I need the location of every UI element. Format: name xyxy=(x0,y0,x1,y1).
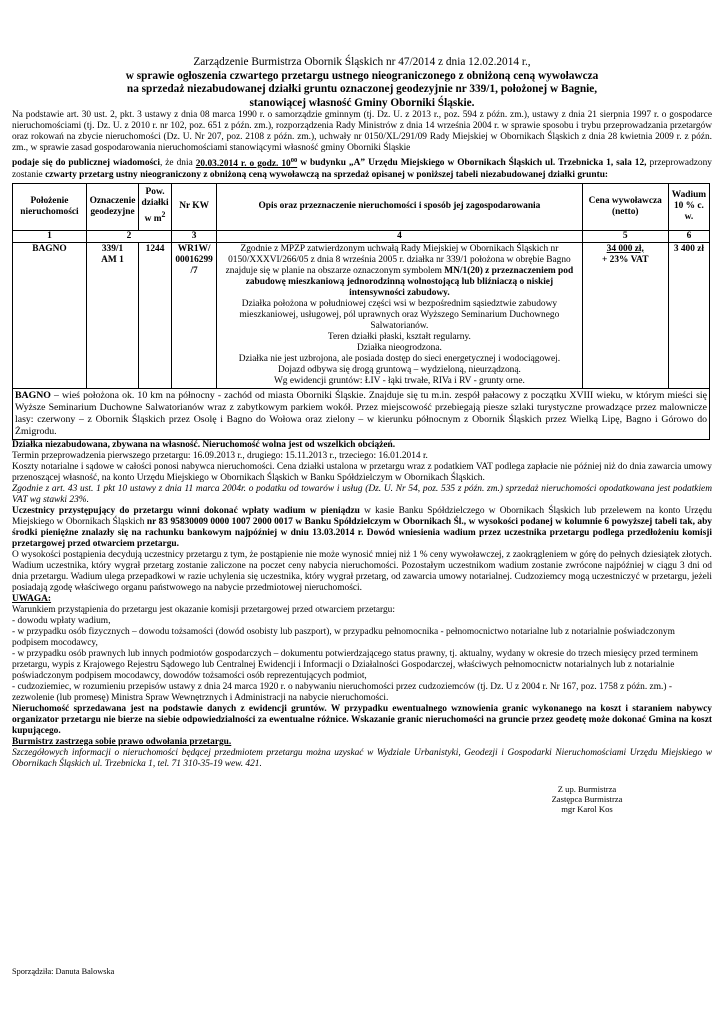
auction-time-minutes: 00 xyxy=(290,156,298,164)
cell-kw: WR1W/ 00016299 /7 xyxy=(172,242,217,388)
deposit-return-paragraph: Wadium uczestnika, który wygrał przetarg zostanie zaliczone na poczet ceny nabycia nieruchomości. Pozostałym uczestnikom wadium zostanie zwrócone najpóźniej w ciągu 3 dni od dnia przetargu. Wadium ulega przepadkowi w razie uchylenia się uczestnika, który wygrał przetarg, od zawarcia umowy notarialnej. Cudzoziemcy mogą uczestniczyć w przetargu, jeżeli posiadają zgodę właściwego organu państwowego na nabycie przedmiotowej nieruchomości. xyxy=(12,560,712,593)
village-name: BAGNO xyxy=(15,389,51,401)
contact-paragraph: Szczegółowych informacji o nieruchomości będącej przedmiotem przetargu można uzyskać w Wydziale Urbanistyki, Geodezji i Gospodarki Nieruchomościami Urzędu Miejskiego w Obornikach Śląskich ul. Trzebnicka 1, tel. 71 310-35-19 wew. 421. xyxy=(12,747,712,769)
description-location: Działka położona w południowej części wsi w bezpośrednim sąsiedztwie zabudowy mieszkaniowej, usługowej, pól uprawnych oraz Wyższego Seminarium Duchownego Salwatorianów. xyxy=(239,298,560,331)
vat-note: + 23% VAT xyxy=(602,254,649,265)
announce-mid: przeprowadzony zostanie xyxy=(12,158,712,180)
cell-description xyxy=(217,242,582,388)
table-row xyxy=(13,242,710,388)
area-header-text: Pow. działki w m xyxy=(141,187,169,225)
title-line-4: stanowiącej własność Gminy Oborniki Śląskie. xyxy=(249,96,475,109)
col-header-deposit: Wadium 10 % c. w. xyxy=(668,183,709,230)
document-page xyxy=(12,0,712,976)
notice-heading: UWAGA: xyxy=(12,593,52,604)
list-item: - w przypadku osób fizycznych – dowodu tożsamości (dowód osobisty lub paszport), w przypadku pełnomocnika - pełnomocnictwo notarialne lub z notarialnie poświadczonym podpisem mocodawcy, xyxy=(12,626,675,648)
title-line-2: w sprawie ogłoszenia czwartego przetargu ustnego nieograniczonego z obniżoną ceną wywoławcza xyxy=(125,69,599,82)
auction-location: w budynku „A” Urzędu Miejskiego w Obornikach Śląskich ul. Trzebnicka 1, sala 12, xyxy=(297,158,647,169)
table-header-row xyxy=(13,183,710,230)
description-plan xyxy=(219,244,579,299)
col-header-price: Cena wywoławcza (netto) xyxy=(582,183,668,230)
col-num-6: 6 xyxy=(668,230,709,242)
auction-date-text: 20.03.2014 r. o godz. 10 xyxy=(195,158,291,169)
deposit-requirement: Uczestnicy przystępujący do przetargu winni dokonać wpłaty wadium w pieniądzu xyxy=(12,505,360,516)
col-header-location: Położenie nieruchomości xyxy=(13,183,87,230)
prepared-by: Sporządziła: Danuta Balowska xyxy=(12,967,115,976)
vat-paragraph: Zgodnie z art. 43 ust. 1 pkt 10 ustawy z dnia 11 marca 2004r. o podatku od towarów i usług (Dz. U. Nr 54, poz. 535 z późn. zm.) sprzedaż nieruchomości opodatkowana jest podatkiem VAT wg stawki 23%. xyxy=(12,483,712,505)
village-text: – wieś położona ok. 10 km na północny - zachód od miasta Oborniki Śląskie. Znajduje się tu m.in. zespół pałacowy z początku XVIII wieku, w którym mieści się Wyższe Seminarium Duchowne Salwatorianów wraz z zabytkowym parkiem wokół. Przez miejscowość przebiegają piesze szlaki turystyczne prowadzące przez malownicze lasy: czerwony – z Obornik Śląskich przez Osolę i Bagno do Wołowa oraz zielony – w kierunku północnym z Obornik Śląskich przez Wielką Lipę, Bagno i Górowo do Żmigrodu. xyxy=(15,389,707,437)
plot-number: 339/1 xyxy=(101,243,124,254)
bid-increment-paragraph: O wysokości postąpienia decydują uczestnicy przetargu z tym, że postąpienie nie może wynosić mniej niż 1 % ceny wywoławczej, z zaokrągleniem w górę do pełnych dziesiątek złotych. xyxy=(12,549,712,560)
requirements-list xyxy=(12,616,712,704)
description-land-register: Wg ewidencji gruntów: ŁIV - łąki trwałe, RIVa i RV - grunty orne. xyxy=(273,375,525,386)
description-zoning: MN/1(20) z przeznaczeniem pod zabudowę mieszkaniową jednorodzinną wolnostojącą lub bliźniaczą o niskiej intensywności zabudowy. xyxy=(245,265,574,298)
cell-geodetic xyxy=(86,242,138,388)
col-header-description: Opis oraz przeznaczenie nieruchomości i sposób jej zagospodarowania xyxy=(217,183,582,230)
announce-public: podaje się do publicznej wiadomości xyxy=(12,158,160,169)
col-num-5: 5 xyxy=(582,230,668,242)
cell-location: BAGNO xyxy=(13,242,87,388)
signature-block xyxy=(512,784,662,814)
col-num-2: 2 xyxy=(86,230,171,242)
map-sheet: AM 1 xyxy=(101,254,124,265)
cancellation-right: Burmistrz zastrzega sobie prawo odwołania przetargu. xyxy=(12,736,232,747)
col-num-3: 3 xyxy=(172,230,217,242)
col-num-1: 1 xyxy=(13,230,87,242)
description-access: Dojazd odbywa się drogą gruntową – wydzieloną, nieurządzoną. xyxy=(277,364,521,375)
property-table xyxy=(12,183,710,440)
deposit-paragraph xyxy=(12,506,712,550)
announce-date-prefix: , że dnia xyxy=(159,158,196,169)
cell-deposit: 3 400 zł xyxy=(668,242,709,388)
description-terrain: Teren działki płaski, kształt regularny. xyxy=(327,331,471,342)
encumbrance-paragraph: Działka niezabudowana, zbywana na własność. Nieruchomość wolna jest od wszelkich obciążeń. xyxy=(12,439,396,450)
title-line-3: na sprzedaż niezabudowanej działki gruntu oznaczonej geodezyjnie nr 339/1, położonej w Bagnie, xyxy=(126,83,598,96)
table-row-village-info xyxy=(13,388,710,439)
costs-paragraph: Koszty notarialne i sądowe w całości ponosi nabywca nieruchomości. Cena działki ustalona w przetargu wraz z podatkiem VAT podlega zapłacie nie później niż do dnia zawarcia umowy przenoszącej własność, na konto Urzędu Miejskiego w Obornikach Śląskich w Banku Spółdzielczym w Obornikach Śląskich. xyxy=(12,461,712,483)
boundaries-paragraph: Nieruchomość sprzedawana jest na podstawie danych z ewidencji gruntów. W przypadku ewentualnego wznowienia granic wykonanego na koszt i staraniem nabywcy organizator przetargu nie bierze na siebie odpowiedzialności za ewentualne różnice. Wskazanie granic nieruchomości na gruncie przez geodetę może dokonać Gmina na koszt kupującego. xyxy=(12,703,712,736)
list-item: - cudzoziemiec, w rozumieniu przepisów ustawy z dnia 24 marca 1920 r. o nabywaniu nieruchomości przez cudzoziemców (tj. Dz. U z 2004 r. Nr 167, poz. 1758 z późn. zm.) - zezwolenie (lub promesę) Ministra Spraw Wewnętrznych i Administracji na nabycie nieruchomości. xyxy=(12,681,672,703)
col-num-4: 4 xyxy=(217,230,582,242)
description-utilities: Działka nie jest uzbrojona, ale posiada dostęp do sieci energetycznej i wodociągowej. xyxy=(238,353,561,364)
deposit-method: w kasie Banku Spółdzielczego w Obornikach Śląskich lub przelewem na konto Urzędu Miejskiego w Obornikach Śląskich xyxy=(12,505,712,527)
auction-date xyxy=(195,156,298,169)
bank-account-info: nr 83 95830009 0000 1007 2000 0017 w Banku Spółdzielczym w Obornikach Śl., w wysokości podanej w kolumnie 6 powyższej tabeli tak, aby środki pieniężne znalazły się na rachunku bankowym najpóźniej w dniu 13.03.2014 r. xyxy=(12,516,712,538)
announcement-paragraph xyxy=(12,154,712,180)
table-number-row xyxy=(13,230,710,242)
deposit-proof: Dowód wniesienia wadium przez uczestnika przetargu podlega przedłożeniu komisji przetargowej przed otwarciem przetargu. xyxy=(12,527,712,549)
legal-basis-paragraph: Na podstawie art. 30 ust. 2, pkt. 3 ustawy z dnia 08 marca 1990 r. o samorządzie gminnym (tj. Dz. U. z 2013 r., poz. 594 z późn. zm.), ustawy z dnia 21 sierpnia 1997 r. o gospodarce nieruchomościami (tj. Dz. U. z 2010 r. nr 102, poz. 651 z późn. zm.), rozporządzenia Rady Ministrów z dnia 14 września 2004 r. w sprawie sposobu i trybu przeprowadzania przetargów oraz rokowań na zbycie nieruchomości (Dz. U. Nr 207, poz. 2108 z późn. zm.), uchwały nr 0150/XL/291/09 Rady Miejskiej w Obornikach Śląskich z dnia 28 kwietnia 2009 r. z późn. zm., w sprawie zasad gospodarowania nieruchomościami stanowiącymi własność gminy Oborniki Śląskie xyxy=(12,110,712,154)
signature-name: mgr Karol Kos xyxy=(561,803,613,814)
description-plan-text: Zgodnie z MPZP zatwierdzonym uchwałą Rady Miejskiej w Obornikach Śląskich nr 0150/XXXVI/266/05 z dnia 8 września 2005 r. działka nr 339/1 położona w obrębie Bagno znajduje się w planie na obszarze oznaczonym symbolem xyxy=(225,243,571,276)
description-fence: Działka nieogrodzona. xyxy=(356,342,442,353)
title-line-1: Zarządzenie Burmistrza Obornik Śląskich nr 47/2014 z dnia 12.02.2014 r., xyxy=(193,56,531,68)
col-header-area xyxy=(139,183,172,230)
col-header-kw: Nr KW xyxy=(172,183,217,230)
starting-price: 34 000 zł, xyxy=(606,243,644,254)
area-header-sup: 2 xyxy=(161,210,166,220)
auction-type: czwarty przetarg ustny nieograniczony z obniżoną ceną wywoławczą na sprzedaż opisanej w poniższej tabeli niezabudowanej działki gruntu: xyxy=(45,169,609,180)
list-item: - w przypadku osób prawnych lub innych podmiotów gospodarczych – dokumentu potwierdzającego status prawny, tj. aktualny, wydany w okresie do trzech miesięcy przed terminem przetargu, wypis z Krajowego Rejestru Sądowego lub Centralnej Ewidencji i Informacji o Działalności Gospodarczej, właściwych pełnomocnictw notarialnych lub z notarialnie poświadczonym podpisem mocodawcy, dowodów tożsamości osób reprezentujących podmiot, xyxy=(12,648,699,681)
cell-area: 1244 xyxy=(139,242,172,388)
col-header-geodetic: Oznaczenie geodezyjne xyxy=(86,183,138,230)
cell-price xyxy=(582,242,668,388)
signature-line-2: Zastępca Burmistrza xyxy=(551,793,623,804)
signature-line-1: Z up. Burmistrza xyxy=(557,783,617,794)
requirements-intro: Warunkiem przystąpienia do przetargu jest okazanie komisji przetargowej przed otwarciem przetargu: xyxy=(12,604,395,615)
list-item: - dowodu wpłaty wadium, xyxy=(12,615,111,626)
document-title xyxy=(12,56,712,110)
previous-auctions-paragraph: Termin przeprowadzenia pierwszego przetargu: 16.09.2013 r., drugiego: 15.11.2013 r., trzeciego: 16.01.2014 r. xyxy=(12,450,428,461)
village-description xyxy=(13,388,710,439)
